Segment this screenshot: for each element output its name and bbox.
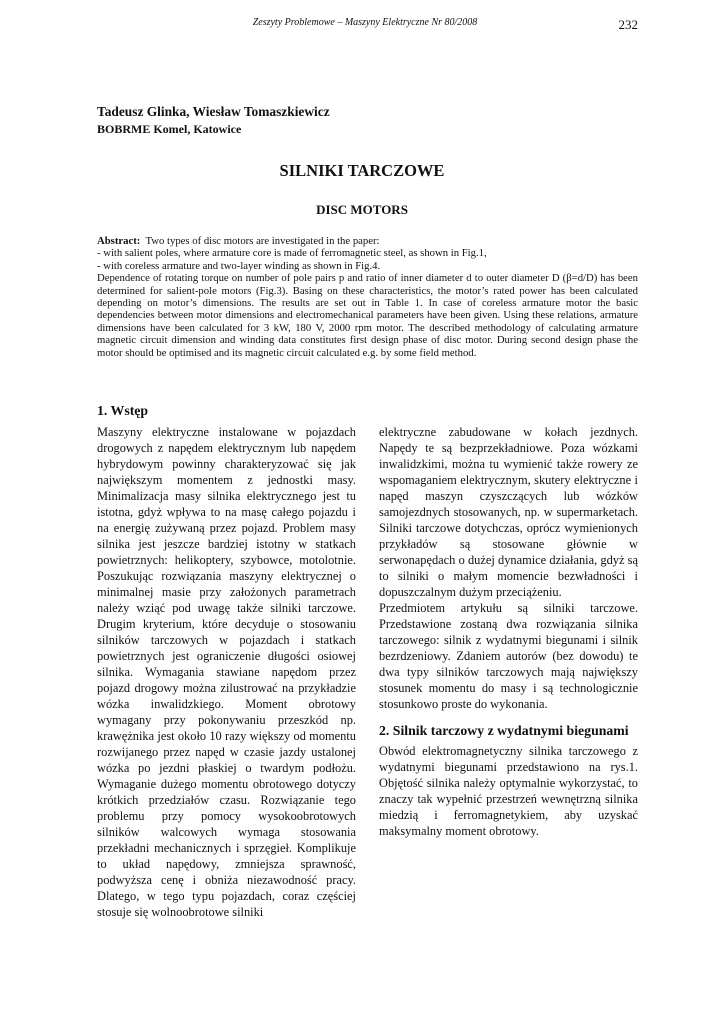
page-number: 232 (618, 17, 638, 32)
abstract-intro: Two types of disc motors are investigated in the paper: (145, 235, 380, 247)
affiliation: BOBRME Komel, Katowice (97, 122, 242, 136)
section-2-paragraph-1: Obwód elektromagnetyczny silnika tarczowego z wydatnymi biegunami przedstawiono na rys.1. Objętość silnika należy optymalnie wykorzystać, to znaczy tak wypełnić przestrzeń wewnętrzną silnika miedzią i ferromagnetykiem, aby uzyskać maksymalny moment obrotowy. (379, 744, 638, 838)
abstract-line-3: - with coreless armature and two-layer winding as shown in Fig.4. (97, 259, 381, 272)
abstract-body: Dependence of rotating torque on number of pole pairs p and ratio of inner diameter d to outer diameter D (β=d/D) has been determined for salient-pole motors (Fig.3). Basing on these characteristics, the motor’s rated power has been calculated depending on motor’s dimensions. The results are set out in Table 1. In case of coreless armature motor the basic dependencies between motor dimensions and electromechanical parameters have been given. Using these relations, armature dimensions have been calculated for 3 kW, 180 V, 2000 rpm motor. The described methodology of calculating armature magnetic circuit dimension and winding data constitutes first design phase of disc motor. During second design phase the motor should be optimised and its magnetic circuit calculated e.g. by some field method. (97, 272, 638, 359)
abstract-line-1 (97, 235, 638, 247)
authors: Tadeusz Glinka, Wiesław Tomaszkiewicz (97, 104, 330, 119)
left-column (97, 402, 356, 920)
section-1-paragraph-2: Przedmiotem artykułu są silniki tarczowe. Przedstawione zostaną dwa rozwiązania silnika tarczowego: silnik z wydatnymi biegunami i silnik bezrdzeniowy. Zdaniem autorów (bez dowodu) te dwa typy silników tarczowych mają największy stosunek momentu do masy i są technologicznie stosunkowo proste do wykonania. (379, 601, 638, 711)
title-polish: SILNIKI TARCZOWE (279, 161, 445, 180)
section-1-heading: 1. Wstęp (97, 403, 149, 418)
title-english: DISC MOTORS (316, 202, 408, 217)
journal-header: Zeszyty Problemowe – Maszyny Elektryczne Nr 80/2008 (252, 17, 478, 28)
section-1-paragraph-1: Maszyny elektryczne instalowane w pojazdach drogowych z napędem elektrycznym lub napędem hybrydowym powinny charakteryzować się jak największym momentem z jednostki masy. Minimalizacja masy silnika elektrycznego jest tu istotna, gdyż wpływa to na masę całego pojazdu i na energię zużywaną przez pojazd. Problem masy silnika jest jeszcze bardziej istotny w statkach powietrznych: helikoptery, szybowce, motolotnie. Poszukując rozwiązania maszyny elektrycznej o minimalnej masie przy założonych parametrach należy wziąć pod uwagę także silniki tarczowe. Drugim kryterium, które decyduje o stosowaniu silników tarczowych w pojazdach i statkach powietrznych jest ograniczenie długości osiowej silnika. Wymagania stawiane napędom przez pojazd drogowy można zilustrować na przykładzie wózka inwalidzkiego. Moment obrotowy wymagany przy pokonywaniu przeszkód np. krawężnika jest około 10 razy większy od momentu rozwijanego przez napęd w czasie jazdy ustalonej wózka po jezdni płaskiej o twardym podłożu. Wymaganie dużego momentu obrotowego dotyczy krótkich przedziałów czasu. Rozwiązanie tego problemu przy pomocy wysokoobrotowych silników walcowych wymaga stosowania przekładni mechanicznych i sprzęgieł. Komplikuje to układ napędowy, zmniejsza sprawność, podwyższa cenę i obniża niezawodność pracy. Dlatego, w tego typu pojazdach, coraz częściej stosuje się wolnoobrotowe silniki (97, 425, 356, 919)
section-2-heading: 2. Silnik tarczowy z wydatnymi biegunami (379, 723, 629, 738)
abstract-label: Abstract: (97, 235, 141, 247)
right-column (379, 424, 638, 839)
section-1-paragraph-1-continued: elektryczne zabudowane w kołach jezdnych. Napędy te są bezprzekładniowe. Poza wózkami inwalidzkimi, można tu wymienić także rowery ze wspomaganiem elektrycznym, skutery elektryczne i napęd maszyn czyszczących lub wózków samojezdnych stosowanych, np. w supermarketach. Silniki tarczowe dotychczas, oprócz wymienionych przykładów są stosowane głównie w serwonapędach o dużej dynamice działania, gdyż są to silniki o małym momencie bezwładności i dopuszczalnym dużym przeciążeniu. (379, 425, 638, 599)
abstract (97, 235, 638, 359)
abstract-line-2: - with salient poles, where armature core is made of ferromagnetic steel, as shown in Fig.1, (97, 247, 487, 260)
